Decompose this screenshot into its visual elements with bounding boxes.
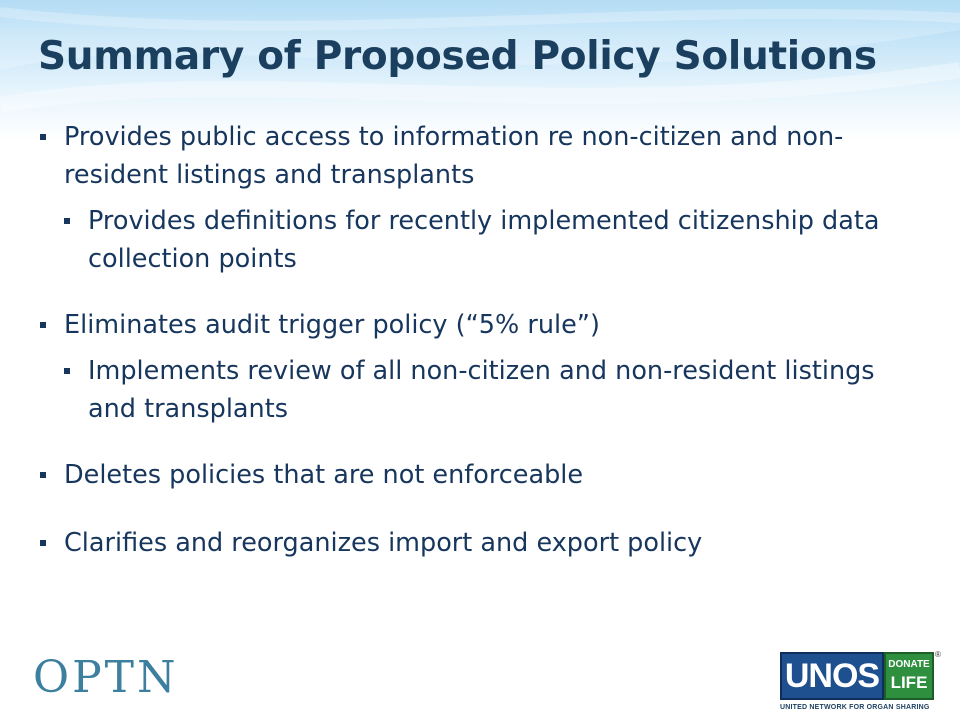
registered-mark: ®: [935, 650, 941, 659]
sub-bullet-item: [64, 352, 920, 428]
bullet-item: [40, 118, 920, 194]
square-bullet-icon: [40, 134, 46, 140]
bullet-text: Implements review of all non-citizen and non-resident listings and transplants: [88, 356, 875, 424]
optn-logo: OPTN: [33, 652, 179, 703]
bullet-text: Deletes policies that are not enforceable: [64, 460, 584, 490]
bullet-text: Provides public access to information re non-citizen and non-resident listings and transplants: [64, 122, 844, 190]
life-label: LIFE: [890, 673, 928, 692]
square-bullet-icon: [64, 368, 70, 374]
bullet-item: [40, 456, 920, 494]
bullet-item: [40, 306, 920, 344]
bullet-item: [40, 524, 920, 562]
bullet-text: Provides definitions for recently implemented citizenship data collection points: [88, 206, 880, 274]
unos-logo: [780, 652, 940, 718]
unos-logo-wordmark: UNOS: [780, 652, 884, 700]
bullet-list: [40, 118, 920, 562]
slide-title: Summary of Proposed Policy Solutions: [38, 34, 877, 79]
square-bullet-icon: [64, 218, 70, 224]
square-bullet-icon: [40, 322, 46, 328]
donate-label: DONATE: [888, 659, 930, 670]
square-bullet-icon: [40, 472, 46, 478]
sub-bullet-item: [64, 202, 920, 278]
unos-caption: UNITED NETWORK FOR ORGAN SHARING: [780, 704, 930, 711]
bullet-text: Eliminates audit trigger policy (“5% rule”): [64, 310, 600, 340]
bullet-text: Clarifies and reorganizes import and export policy: [64, 528, 703, 558]
donate-life-badge: [884, 652, 934, 700]
square-bullet-icon: [40, 540, 46, 546]
